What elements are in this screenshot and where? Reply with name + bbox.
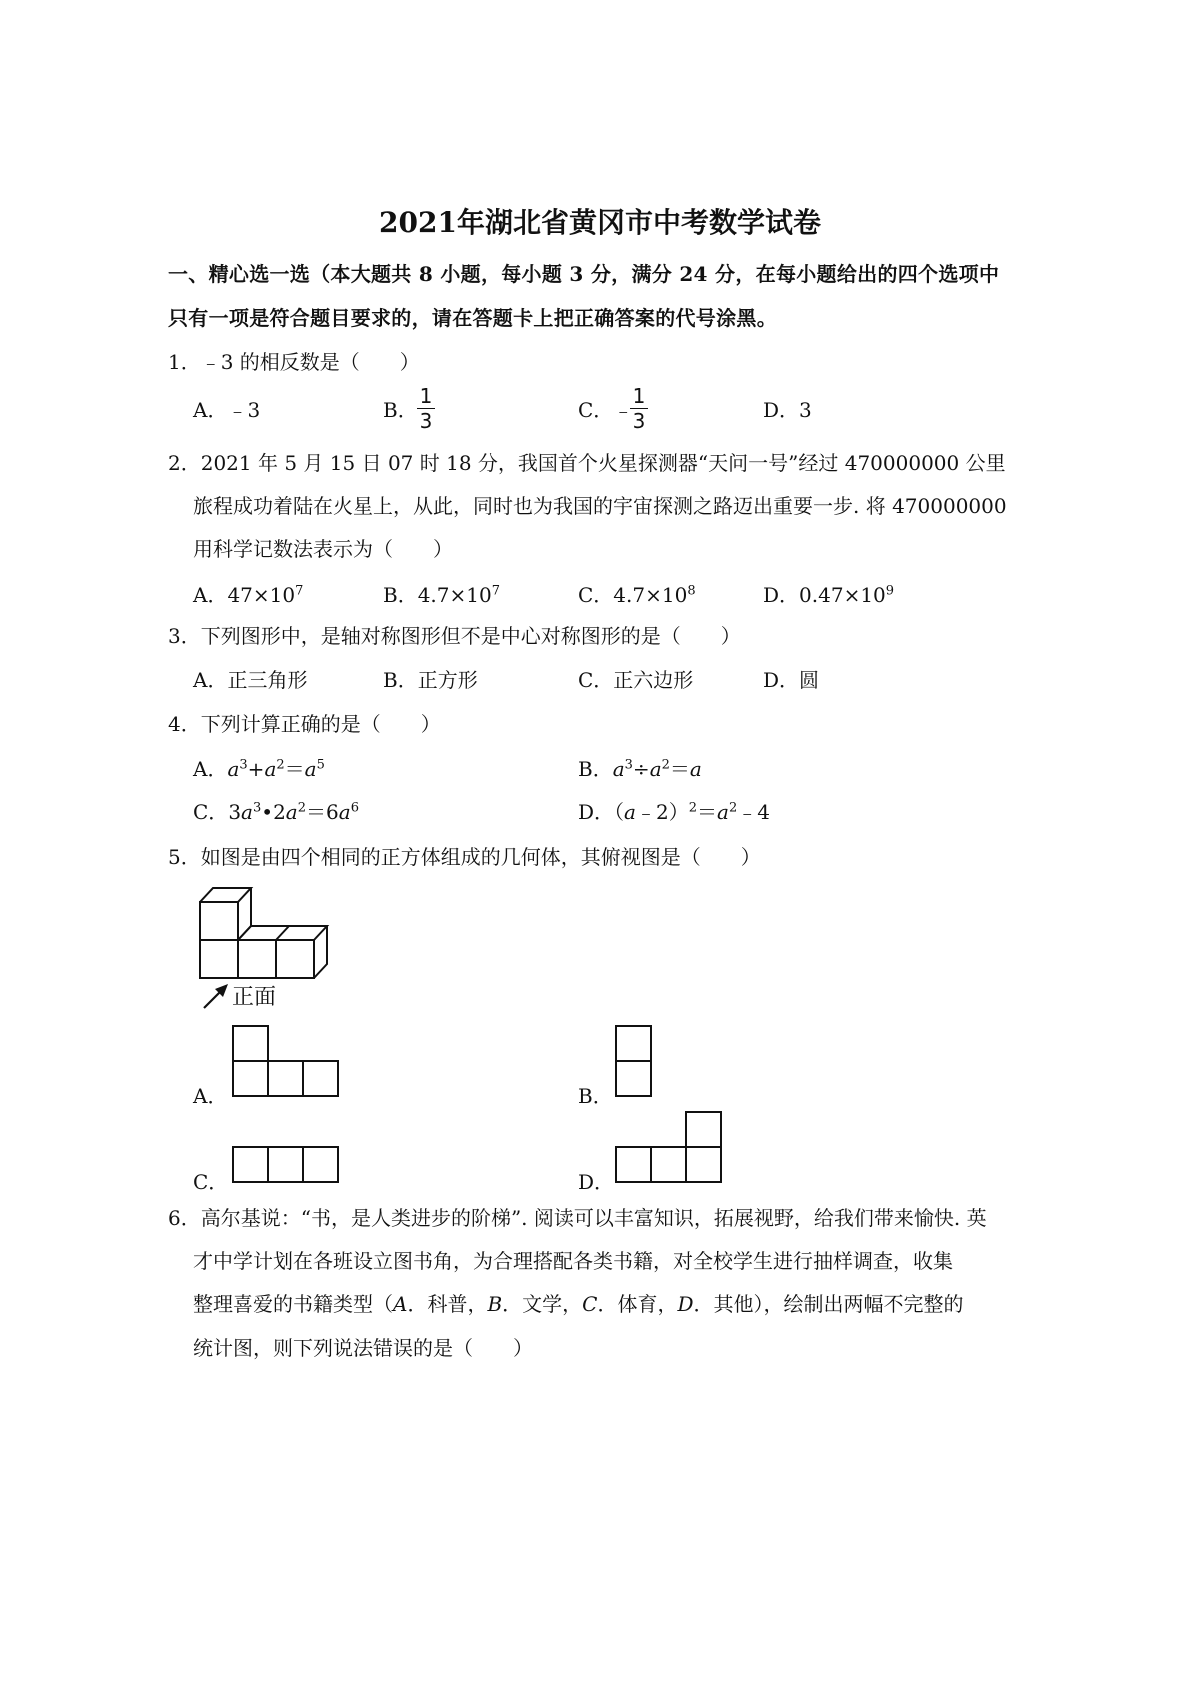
q2-option-b <box>383 583 500 607</box>
q4-a-label: A． <box>193 757 228 781</box>
question-4-stem: 4．下列计算正确的是（ ） <box>168 712 441 736</box>
q4-b-label: B． <box>578 757 613 781</box>
section-instructions-line-1: 一、精心选一选（本大题共 8 小题，每小题 3 分，满分 24 分，在每小题给出的四个选项中 <box>168 262 1000 286</box>
question-3-stem: 3．下列图形中，是轴对称图形但不是中心对称图形的是（ ） <box>168 624 741 648</box>
q1-option-c-fraction <box>630 385 648 432</box>
category-b: B <box>487 1292 503 1316</box>
q4-option-b: B．$a^3\div a^2=a$ <box>578 757 702 781</box>
q3-option-d: D．圆 <box>763 668 820 692</box>
q5-option-d-figure <box>615 1111 725 1186</box>
q5-option-c-label: C． <box>193 1170 229 1194</box>
q6-line-3-start: 整理喜爱的书籍类型（ <box>193 1292 393 1316</box>
category-a-text: ．科普， <box>407 1292 488 1316</box>
question-6-line-3 <box>193 1292 964 1316</box>
q1-c-numerator: 1 <box>632 384 646 408</box>
q5-option-d-label: D． <box>578 1170 615 1194</box>
q5-option-a-label: A． <box>193 1084 228 1108</box>
q5-option-c-figure <box>232 1146 342 1186</box>
q1-option-b-fraction <box>417 385 435 432</box>
q2-d-exponent: 9 <box>885 583 895 599</box>
q1-option-c-label: C．﹣ <box>578 398 634 422</box>
q1-b-denominator: 3 <box>419 409 433 433</box>
q4-option-a: A．$a^3+a^2=a^5$ <box>193 757 325 781</box>
q2-b-base: B．4.7×10 <box>383 583 492 607</box>
category-b-text: ．文学， <box>502 1292 583 1316</box>
q4-d-label: D． <box>578 800 615 824</box>
q1-option-b-label: B． <box>383 398 418 422</box>
category-d-text: ．其他），绘制出两幅不完整的 <box>693 1292 964 1316</box>
q2-a-exponent: 7 <box>295 583 304 599</box>
q1-b-numerator: 1 <box>419 384 433 408</box>
question-6-line-4: 统计图，则下列说法错误的是（ ） <box>193 1336 533 1360</box>
q2-option-c <box>578 583 696 607</box>
category-c-text: ．体育， <box>597 1292 678 1316</box>
q5-option-a-figure <box>232 1025 342 1100</box>
question-1-stem: 1．﹣3 的相反数是（ ） <box>168 350 420 374</box>
question-5-stem: 5．如图是由四个相同的正方体组成的几何体，其俯视图是（ ） <box>168 845 761 869</box>
q1-option-a: A．﹣3 <box>193 398 261 422</box>
q5-option-b-label: B． <box>578 1084 613 1108</box>
question-6-line-2: 才中学计划在各班设立图书角，为合理搭配各类书籍，对全校学生进行抽样调查，收集 <box>193 1249 953 1273</box>
q2-option-d <box>763 583 894 607</box>
category-a: A <box>393 1292 408 1316</box>
q3-option-a: A．正三角形 <box>193 668 308 692</box>
section-instructions-line-2: 只有一项是符合题目要求的，请在答题卡上把正确答案的代号涂黑。 <box>168 306 777 330</box>
q2-c-exponent: 8 <box>687 583 696 599</box>
q1-c-denominator: 3 <box>632 409 646 433</box>
q2-c-base: C．4.7×10 <box>578 583 688 607</box>
page-title: 2021年湖北省黄冈市中考数学试卷 <box>379 206 821 239</box>
question-2-line-1: 2．2021 年 5 月 15 日 07 时 18 分，我国首个火星探测器“天问一号”经过 470000000 公里 <box>168 451 1006 475</box>
q3-option-b: B．正方形 <box>383 668 478 692</box>
q2-a-base: A．47×10 <box>193 583 296 607</box>
question-2-line-3: 用科学记数法表示为（ ） <box>193 537 453 561</box>
question-2-line-2: 旅程成功着陆在火星上，从此，同时也为我国的宇宙探测之路迈出重要一步. 将 470000000 <box>193 494 1007 518</box>
q5-option-b-figure <box>615 1025 655 1100</box>
front-view-label: 正面 <box>232 985 277 1010</box>
q4-option-d: D．$(a﹣2)^2=a^2﹣4$ <box>578 800 770 824</box>
category-c: C <box>582 1292 598 1316</box>
q4-c-label: C． <box>193 800 229 824</box>
q2-d-base: D．0.47×10 <box>763 583 886 607</box>
category-d: D <box>677 1292 694 1316</box>
q4-option-c: C．$3a^3•2a^2=6a^6$ <box>193 800 359 824</box>
q2-option-a <box>193 583 303 607</box>
q1-option-d: D．3 <box>763 398 812 422</box>
q2-b-exponent: 7 <box>491 583 500 599</box>
question-6-line-1: 6．高尔基说：“书，是人类进步的阶梯”. 阅读可以丰富知识，拓展视野，给我们带来愉快. 英 <box>168 1206 987 1230</box>
q3-option-c: C．正六边形 <box>578 668 694 692</box>
